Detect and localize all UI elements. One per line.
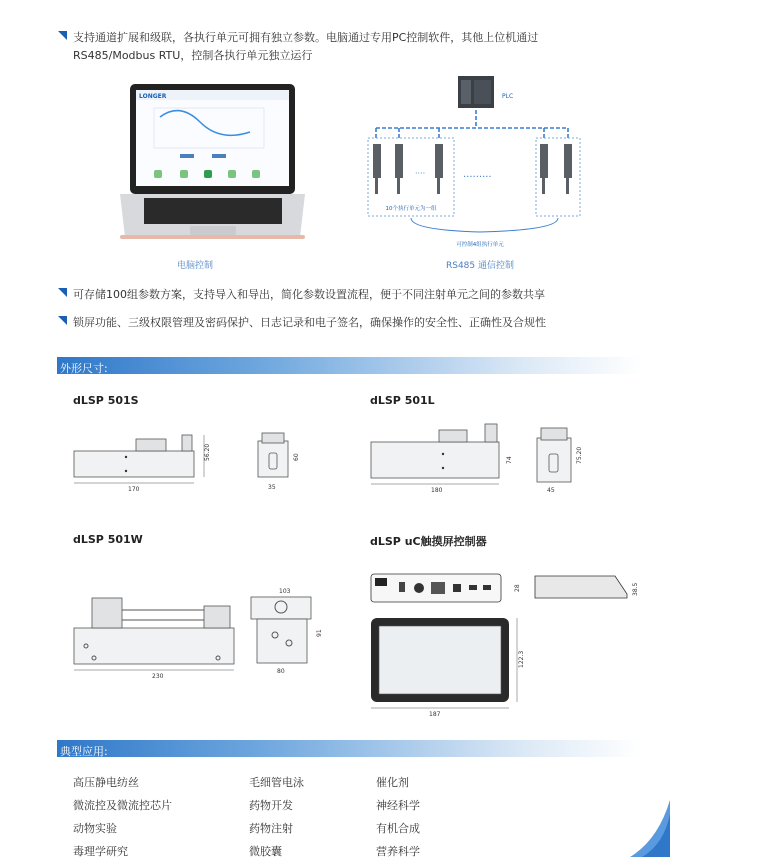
svg-text:LONGER: LONGER [139, 93, 167, 100]
control-figure [120, 72, 600, 272]
application-item: 药物注射 [249, 822, 293, 835]
application-item: 微流控及微流控芯片 [73, 799, 172, 812]
dim-height: 75.20 [576, 446, 583, 464]
dim-height: 60 [293, 453, 300, 461]
section-title: 典型应用: [60, 745, 108, 758]
plc-device [458, 76, 494, 108]
bullet-text-line1: 支持通道扩展和级联，各执行单元可拥有独立参数。电脑通过专用PC控制软件，其他上位机通过 [73, 31, 539, 44]
feature-bullet-param-storage [58, 286, 618, 304]
drawing-501w-side [68, 588, 240, 680]
rs485-caption: RS485 通信控制 [445, 261, 515, 271]
model-name-501w: dLSP 501W [73, 533, 143, 546]
feature-bullet-security [58, 314, 618, 332]
application-item: 高压静电纺丝 [73, 776, 139, 789]
application-item: 毛细管电泳 [249, 776, 304, 789]
bullet-marker-icon [58, 31, 67, 40]
dim-base: 80 [277, 668, 285, 675]
group-label: 10个执行单元为一组 [385, 206, 437, 212]
section-header-dimensions [57, 357, 642, 374]
application-item: 动物实验 [73, 822, 117, 835]
dim-h1: 28 [514, 584, 521, 592]
drawing-501s-side [70, 425, 230, 495]
dim-width: 35 [268, 484, 276, 491]
pc-control-caption: 电脑控制 [176, 261, 214, 271]
model-name-uc-controller: dLSP uC触摸屏控制器 [370, 535, 487, 548]
section-title: 外形尺寸: [60, 362, 108, 375]
dim-height: 74 [506, 456, 513, 464]
dim-h3: 122.3 [518, 650, 525, 668]
drawing-501l-side [367, 420, 527, 496]
dim-width: 187 [429, 711, 441, 718]
drawing-501w-end [245, 585, 325, 677]
application-item: 微胶囊 [249, 845, 282, 858]
bullet-marker-icon [58, 288, 67, 297]
dim-height: 91 [316, 629, 323, 637]
model-name-501s: dLSP 501S [73, 394, 139, 407]
max-groups-label: 可控制4组执行单元 [456, 242, 504, 248]
bullet-marker-icon [58, 316, 67, 325]
dim-width: 45 [547, 487, 555, 494]
application-item: 营养科学 [376, 845, 420, 858]
laptop-illustration [120, 84, 305, 239]
syringe-units [373, 144, 572, 194]
dim-length: 180 [431, 487, 443, 494]
dim-length: 170 [128, 486, 140, 493]
bullet-text: 锁屏功能、三级权限管理及密码保护、日志记录和电子签名，确保操作的安全性、正确性及合规性 [73, 316, 546, 329]
application-item: 有机合成 [376, 822, 420, 835]
plc-label: PLC [502, 93, 514, 100]
model-name-501l: dLSP 501L [370, 394, 435, 407]
ellipsis-marker: ········· [463, 172, 492, 183]
dim-h2: 38.5 [632, 582, 639, 596]
section-header-applications [57, 740, 642, 757]
application-item: 毒理学研究 [73, 845, 128, 858]
application-item: 药物开发 [249, 799, 293, 812]
drawing-501s-end [248, 425, 308, 495]
ellipsis-marker: ···· [415, 169, 426, 178]
bullet-text-line2: RS485/Modbus RTU，控制各执行单元独立运行 [73, 49, 313, 62]
bullet-text: 可存储100组参数方案，支持导入和导出，简化参数设置流程，便于不同注射单元之间的参数共享 [73, 288, 545, 301]
application-item: 神经科学 [376, 799, 420, 812]
application-item: 催化剂 [376, 776, 409, 789]
dim-width: 103 [279, 588, 291, 595]
corner-decoration [630, 800, 670, 857]
feature-bullet-channel-expansion [58, 29, 618, 65]
rs485-bus [376, 110, 568, 140]
dim-length: 230 [152, 673, 164, 680]
drawing-uc-controller [365, 568, 645, 720]
drawing-501l-end [533, 420, 593, 496]
dim-height: 56.20 [204, 443, 211, 461]
